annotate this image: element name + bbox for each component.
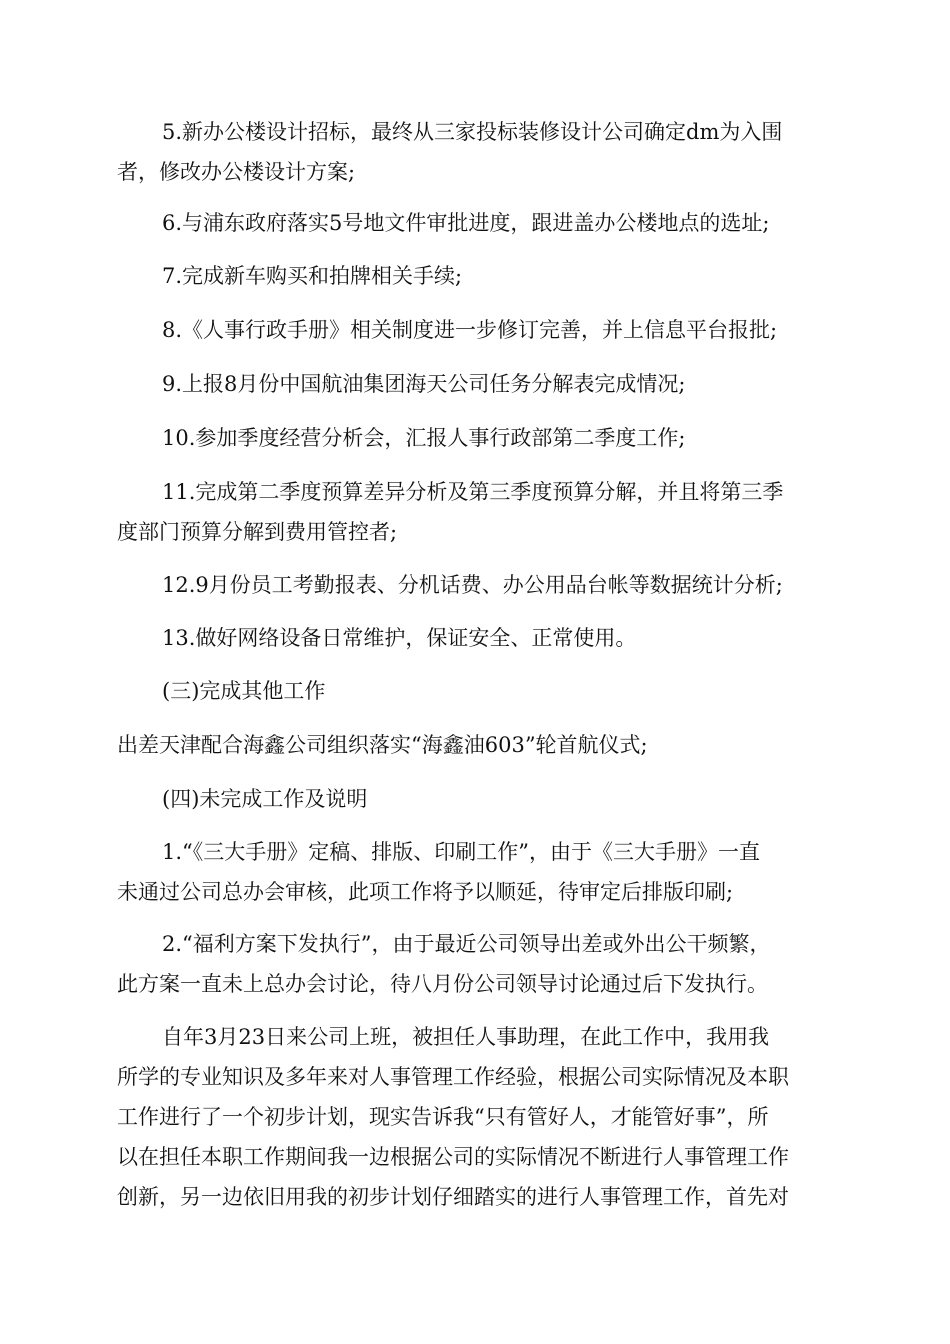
text-line: 所学的专业知识及多年来对人事管理工作经验，根据公司实际情况及本职 bbox=[117, 1065, 789, 1089]
text-line: 12.9月份员工考勤报表、分机话费、办公用品台帐等数据统计分析; bbox=[162, 573, 783, 597]
text-line: 13.做好网络设备日常维护，保证安全、正常使用。 bbox=[162, 626, 637, 650]
text-line: 自年3月23日来公司上班，被担任人事助理，在此工作中，我用我 bbox=[162, 1025, 770, 1049]
text-line: 未通过公司总办会审核，此项工作将予以顺延，待审定后排版印刷; bbox=[117, 880, 734, 904]
text-line: 8.《人事行政手册》相关制度进一步修订完善，并上信息平台报批; bbox=[162, 318, 778, 342]
text-line: 出差天津配合海鑫公司组织落实“海鑫油603”轮首航仪式; bbox=[117, 733, 648, 757]
text-line: 创新，另一边依旧用我的初步计划仔细踏实的进行人事管理工作，首先对 bbox=[117, 1185, 789, 1209]
section-heading: (四)未完成工作及说明 bbox=[162, 787, 368, 811]
text-line: 此方案一直未上总办会讨论，待八月份公司领导讨论通过后下发执行。 bbox=[117, 972, 768, 996]
text-line: 1.“《三大手册》定稿、排版、印刷工作”，由于《三大手册》一直 bbox=[162, 840, 761, 864]
text-line: 5.新办公楼设计招标，最终从三家投标装修设计公司确定dm为入围 bbox=[162, 120, 783, 144]
section-heading: (三)完成其他工作 bbox=[162, 679, 326, 703]
text-line: 6.与浦东政府落实5号地文件审批进度，跟进盖办公楼地点的选址; bbox=[162, 211, 770, 235]
text-line: 以在担任本职工作期间我一边根据公司的实际情况不断进行人事管理工作 bbox=[117, 1145, 789, 1169]
text-line: 工作进行了一个初步计划，现实告诉我“只有管好人，才能管好事”，所 bbox=[117, 1105, 769, 1129]
text-line: 2.“福利方案下发执行”，由于最近公司领导出差或外出公干频繁， bbox=[162, 932, 771, 956]
text-line: 度部门预算分解到费用管控者; bbox=[117, 520, 398, 544]
text-line: 7.完成新车购买和拍牌相关手续; bbox=[162, 264, 463, 288]
text-line: 11.完成第二季度预算差异分析及第三季度预算分解，并且将第三季 bbox=[162, 480, 784, 504]
text-line: 9.上报8月份中国航油集团海天公司任务分解表完成情况; bbox=[162, 372, 686, 396]
text-line: 10.参加季度经营分析会，汇报人事行政部第二季度工作; bbox=[162, 426, 686, 450]
text-line: 者，修改办公楼设计方案; bbox=[117, 160, 356, 184]
